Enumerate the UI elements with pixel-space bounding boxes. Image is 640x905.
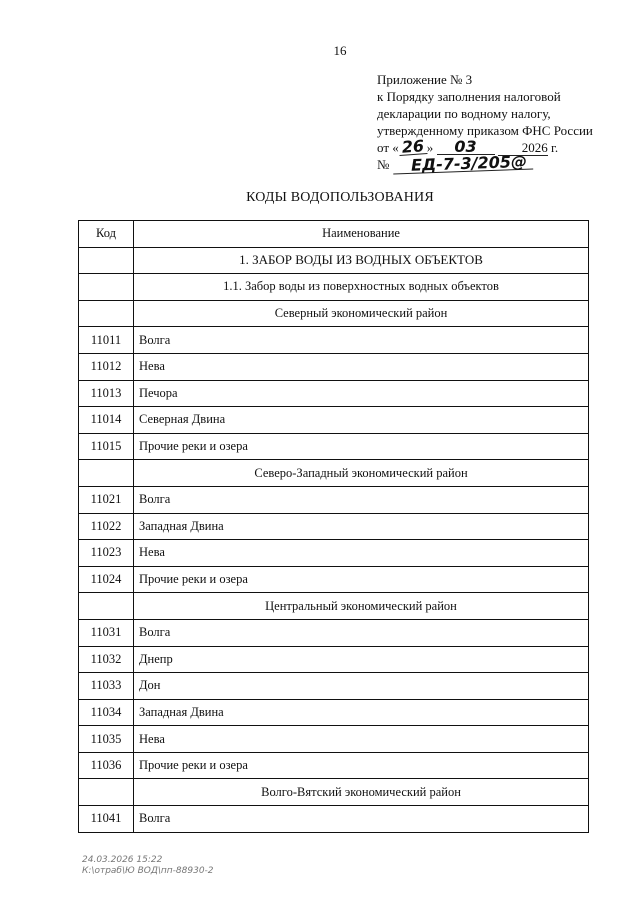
code-cell: 11012 [79, 353, 134, 380]
section-code-cell [79, 300, 134, 327]
name-cell: Западная Двина [134, 513, 589, 540]
code-cell: 11014 [79, 407, 134, 434]
date-year: 2026 [498, 141, 548, 156]
footer-line-1: 24.03.2026 15:22 [82, 855, 163, 865]
table-row [79, 752, 589, 779]
name-cell: Дон [134, 673, 589, 700]
name-cell: Западная Двина [134, 699, 589, 726]
section-code-cell [79, 779, 134, 806]
name-cell: Волга [134, 327, 589, 354]
code-cell: 11034 [79, 699, 134, 726]
table-row [79, 619, 589, 646]
water-use-codes-table [78, 220, 589, 833]
table-row [79, 646, 589, 673]
table-row [79, 433, 589, 460]
name-cell: Днепр [134, 646, 589, 673]
appendix-line-4: утвержденному приказом ФНС России [377, 123, 593, 138]
code-cell: 11024 [79, 566, 134, 593]
code-cell: 11033 [79, 673, 134, 700]
code-cell: 11035 [79, 726, 134, 753]
footer-stamp [82, 855, 214, 877]
section-title: 1.1. Забор воды из поверхностных водных объектов [134, 274, 589, 301]
table-section-row [79, 247, 589, 274]
date-prefix: от « [377, 140, 399, 155]
table-row [79, 806, 589, 833]
code-cell: 11013 [79, 380, 134, 407]
name-cell: Прочие реки и озера [134, 433, 589, 460]
section-code-cell [79, 247, 134, 274]
table-row [79, 726, 589, 753]
section-title: Северо-Западный экономический район [134, 460, 589, 487]
table-row [79, 486, 589, 513]
table-header-row [79, 221, 589, 248]
appendix-number-line [377, 151, 593, 175]
code-cell: 11032 [79, 646, 134, 673]
appendix-block [377, 71, 593, 173]
section-code-cell [79, 460, 134, 487]
table-row [79, 353, 589, 380]
table-section-row [79, 300, 589, 327]
code-cell: 11022 [79, 513, 134, 540]
table-row [79, 699, 589, 726]
section-title: Северный экономический район [134, 300, 589, 327]
table-row [79, 566, 589, 593]
appendix-line-3: декларации по водному налогу, [377, 106, 551, 121]
table-section-row [79, 460, 589, 487]
name-cell: Прочие реки и озера [134, 566, 589, 593]
appendix-line-2: к Порядку заполнения налоговой [377, 89, 561, 104]
table-row [79, 540, 589, 567]
name-cell: Волга [134, 486, 589, 513]
code-cell: 11031 [79, 619, 134, 646]
table-section-row [79, 274, 589, 301]
section-code-cell [79, 593, 134, 620]
appendix-line-1: Приложение № 3 [377, 72, 473, 87]
name-cell: Печора [134, 380, 589, 407]
date-suffix: г. [547, 140, 559, 155]
table-row [79, 327, 589, 354]
header-name: Наименование [134, 221, 589, 248]
footer-line-2: К:\отраб\Ю ВОД\пп-88930-2 [82, 866, 214, 876]
table-section-row [79, 779, 589, 806]
code-cell: 11041 [79, 806, 134, 833]
section-title: 1. ЗАБОР ВОДЫ ИЗ ВОДНЫХ ОБЪЕКТОВ [134, 247, 589, 274]
code-cell: 11023 [79, 540, 134, 567]
date-month: 03 [437, 140, 495, 155]
table-row [79, 380, 589, 407]
date-mid: » [426, 140, 434, 155]
name-cell: Волга [134, 619, 589, 646]
date-day: 26 [398, 139, 427, 156]
document-title: КОДЫ ВОДОПОЛЬЗОВАНИЯ [246, 190, 434, 205]
section-title: Центральный экономический район [134, 593, 589, 620]
code-cell: 11036 [79, 752, 134, 779]
section-title: Волго-Вятский экономический район [134, 779, 589, 806]
table-section-row [79, 593, 589, 620]
table-row [79, 513, 589, 540]
section-code-cell [79, 274, 134, 301]
table-row [79, 407, 589, 434]
name-cell: Северная Двина [134, 407, 589, 434]
page-number: 16 [333, 43, 347, 58]
code-cell: 11021 [79, 486, 134, 513]
header-code: Код [79, 221, 134, 248]
table-body [79, 247, 589, 832]
name-cell: Нева [134, 726, 589, 753]
number-prefix: № [377, 157, 390, 172]
order-number: ЕД-7-3/205@ [392, 155, 532, 175]
name-cell: Волга [134, 806, 589, 833]
table-row [79, 673, 589, 700]
name-cell: Прочие реки и озера [134, 752, 589, 779]
name-cell: Нева [134, 353, 589, 380]
code-cell: 11015 [79, 433, 134, 460]
code-cell: 11011 [79, 327, 134, 354]
name-cell: Нева [134, 540, 589, 567]
